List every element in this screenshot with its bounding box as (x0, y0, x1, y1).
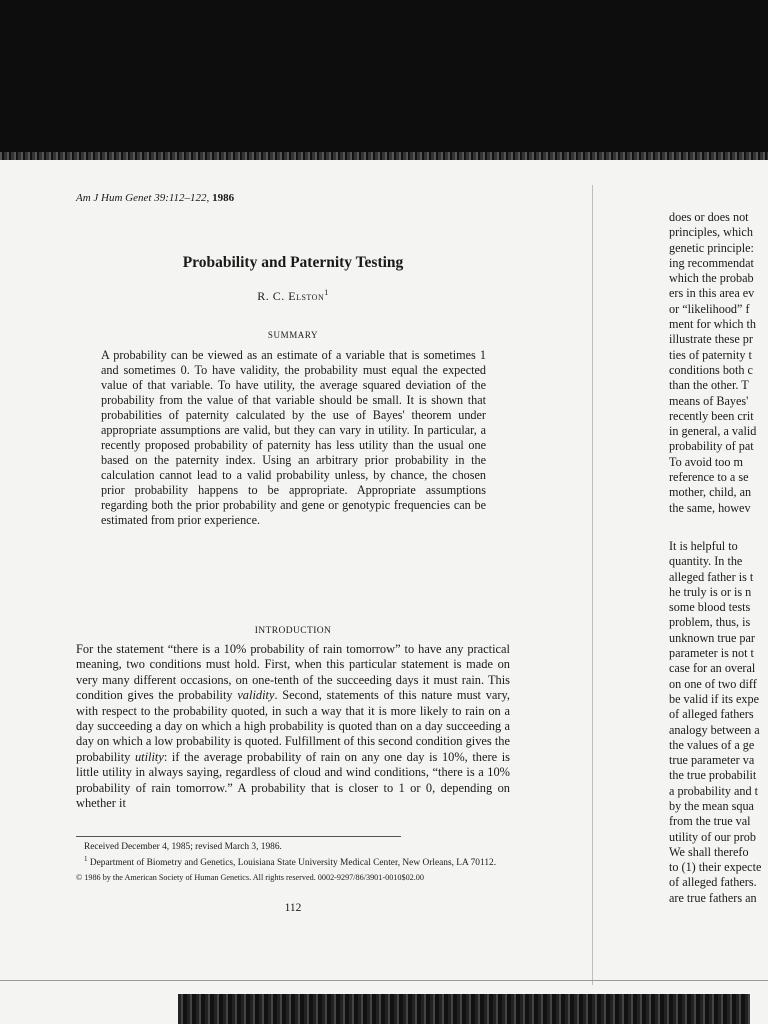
facing-page-line: parameter is not t (669, 646, 754, 661)
facing-page-line: conditions both c (669, 362, 753, 377)
facing-page-line: ing recommendat (669, 255, 754, 270)
facing-page-line: analogy between a (669, 722, 760, 737)
facing-page-line: of alleged fathers (669, 707, 754, 722)
summary-heading: SUMMARY (267, 330, 319, 340)
journal-year: 1986 (212, 192, 235, 204)
facing-page-gap (669, 516, 768, 539)
facing-page-line: ers in this area ev (669, 286, 755, 301)
article-title: Probability and Paternity Testing (182, 254, 404, 271)
author-initials: R. C. (257, 289, 285, 303)
facing-page-line: mother, child, an (669, 485, 752, 500)
facing-page-line: of alleged fathers. (669, 875, 757, 890)
affiliation: $^1$ Department of Biometry and Genetics, Louisiana State University Medical Center, New Orleans, LA 70112. (84, 854, 497, 868)
facing-page-line: reference to a se (669, 470, 749, 485)
facing-page-line: illustrate these pr (669, 332, 753, 347)
article-author (76, 288, 510, 304)
facing-page-line: than the other. T (669, 378, 749, 393)
copyright: © 1986 by the American Society of Human Genetics. All rights reserved. 0002-9297/86/3901-0010$02.00 (76, 873, 424, 883)
facing-page-line: to (1) their expecte (669, 860, 762, 875)
journal-name: Am J Hum Genet (76, 192, 152, 204)
facing-page-line: ment for which th (669, 317, 756, 332)
facing-page-line: genetic principle: (669, 240, 754, 255)
facing-page-line: probability of pat (669, 439, 754, 454)
facing-page-line: which the probab (669, 271, 754, 286)
facing-page-line: be valid if its expe (669, 691, 760, 706)
facing-page-line: case for an overal (669, 661, 756, 676)
facing-page-line: alleged father is t (669, 569, 754, 584)
journal-citation (76, 192, 234, 204)
facing-page-line: does or does not (669, 210, 749, 224)
facing-page-line: a probability and t (669, 783, 759, 798)
received-dates: Received December 4, 1985; revised March 3, 1986. (84, 842, 282, 852)
facing-page-line: true parameter va (669, 753, 755, 768)
facing-page-line: unknown true par (669, 630, 755, 645)
facing-page-line: by the mean squa (669, 798, 754, 813)
facing-page-line: principles, which (669, 225, 753, 240)
facing-page-line: means of Bayes' (669, 393, 749, 408)
author-surname: Elston (288, 289, 325, 303)
page-number: 112 (284, 902, 302, 914)
facing-page-line: in general, a valid (669, 424, 757, 439)
facing-page-line: the same, howev (669, 500, 751, 515)
term-utility: utility (134, 749, 164, 764)
facing-page-line: he truly is or is n (669, 584, 752, 599)
facing-page-line: from the true val (669, 814, 751, 829)
facing-page-line: To avoid too m (669, 454, 743, 469)
summary-text: A probability can be viewed as an estimate of a variable that is sometimes 1 and sometimes 0. To have validity, the probability must equal the expected value of that variable. To have utility, the average squared deviation of the probability from the value of that variable should be small. It is shown that probabilities of paternity calculated by the use of Bayes' theorem under appropriate assumptions are valid, but they can vary in utility. In particular, a recently proposed probability of paternity has less utility than the usual one based on the paternity index. Using an arbitrary prior probability in the calculation cannot lead to a valid probability unless, by chance, the chosen prior probability happens to be appropriate. Appropriate assumptions regarding both the prior probability and gene or genotypic frequencies can be estimated from prior experience. (101, 348, 486, 527)
journal-volume: 39:112–122, (154, 192, 210, 204)
facing-page-line: recently been crit (669, 408, 754, 423)
facing-page-line: ties of paternity t (669, 347, 752, 362)
facing-page-line: or “likelihood” f (669, 301, 750, 316)
introduction-text: For the statement “there is a 10% probability of rain tomorrow” to have any practical meaning, two conditions must hold. First, when this particular statement is made on very many different occasions, on one-tenth of the succeeding days it must rain. This condition gives the probability validity. Second, statements of this nature must vary, with respect to the probability quoted, in such a way that it is more likely to rain on a day succeeding a day on which a high probability is quoted than on a day succeeding a day on which a low probability is quoted. Fulfillment of this second condition gives the probability utility: if the average probability of rain on any one day is 10%, there is little utility in always saying, regardless of cloud and wind conditions, “there is a 10% probability of rain tomorrow.” A probability that is closer to 1 or 0, depending on whether it (76, 642, 511, 811)
facing-page-line: problem, thus, is (669, 615, 751, 630)
facing-page-line: quantity. In the (669, 554, 743, 569)
footnotes (76, 842, 510, 884)
facing-page-block-2 (669, 539, 768, 906)
term-validity: validity (237, 688, 275, 703)
author-footnote-mark: 1 (324, 288, 329, 297)
facing-page-line: some blood tests (669, 600, 751, 615)
facing-page-line: We shall therefo (669, 844, 749, 859)
facing-page-column (669, 210, 768, 980)
facing-page-line: are true fathers an (669, 890, 757, 905)
facing-page-block-1 (669, 210, 768, 516)
facing-page-line: It is helpful to (669, 538, 738, 553)
book-gutter (592, 185, 593, 985)
facing-page-line: the values of a ge (669, 737, 755, 752)
facing-page-line: on one of two diff (669, 676, 757, 691)
footnote-rule (76, 836, 401, 837)
facing-page-line: utility of our prob (669, 829, 756, 844)
introduction-heading: INTRODUCTION (254, 626, 332, 636)
facing-page-line: the true probabilit (669, 768, 757, 783)
